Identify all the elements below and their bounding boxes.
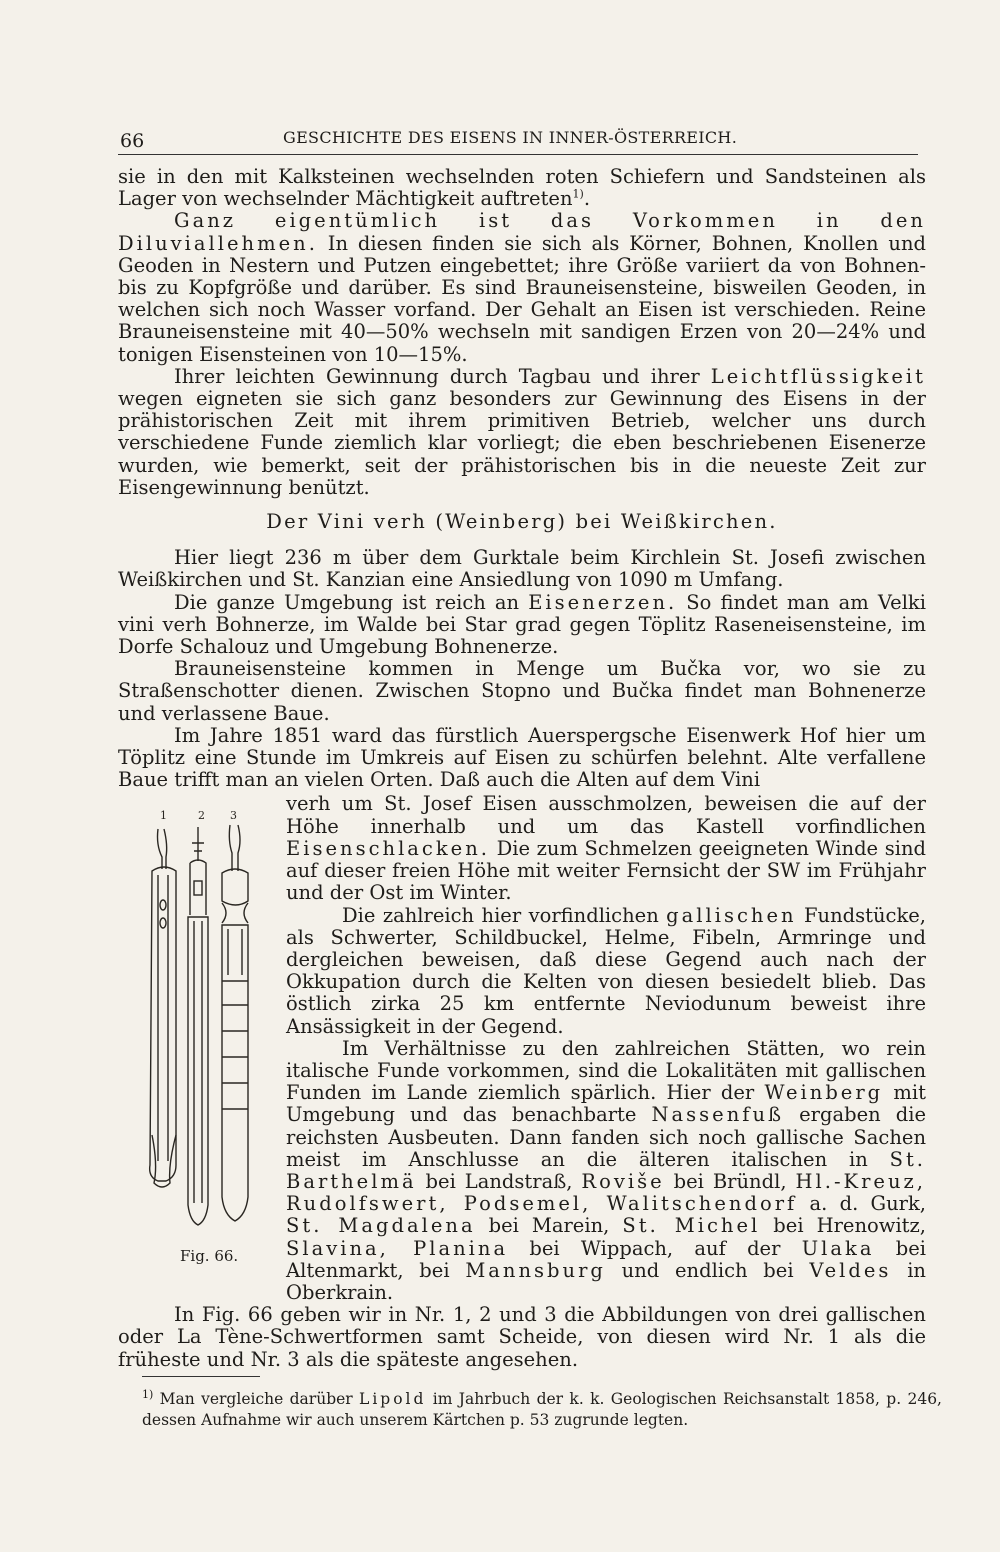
sword-illustration bbox=[118, 805, 278, 1245]
body-text bbox=[118, 166, 926, 1371]
sword-label-2: 2 bbox=[198, 809, 205, 823]
paragraph: Die ganze Umgebung ist reich an Eisenerzen. So findet man am Velki vini verh Bohnerze, im Walde bei Star grad gegen Töplitz Raseneisensteine, im Dorfe Schalouz und Umgebung Bohnenerze. bbox=[118, 590, 926, 659]
sword-label-1: 1 bbox=[160, 809, 167, 823]
paragraph: Im Jahre 1851 ward das fürstlich Auerspergsche Eisenwerk Hof hier um Töplitz eine Stunde im Umkreis auf Eisen zu schürfen belehnt. Alte verfallene Baue trifft man an vielen Orten. Daß auch die Alten auf dem Vini bbox=[118, 723, 926, 792]
paragraph: In Fig. 66 geben wir in Nr. 1, 2 und 3 die Abbildungen von drei gallischen oder La Tène-Schwertformen samt Scheide, von diesen wird Nr. 1 als die früheste und Nr. 3 als die späteste angesehen. bbox=[118, 1303, 926, 1371]
sword-label-3: 3 bbox=[230, 809, 237, 823]
paragraph: Ihrer leichten Gewinnung durch Tagbau und ihrer Leichtflüssigkeit wegen eigneten sie sich ganz besonders zur Gewinnung des Eisens in der prähistorischen Zeit mit ihrem primitiven Betrieb, welcher uns durch verschiedene Funde ziemlich klar vorliegt; die eben beschriebenen Eisenerze wurden, wie bemerkt, seit der prähistorischen bis in die neueste Zeit zur Eisengewinnung benützt. bbox=[118, 364, 926, 499]
footnote-ref: 1) bbox=[572, 187, 584, 201]
paragraph: sie in den mit Kalksteinen wechselnden roten Schiefern und Sandsteinen als Lager von wechselnder Mächtigkeit auftreten$^{1)}$. bbox=[118, 165, 926, 211]
figure-caption: Fig. 66. bbox=[180, 1247, 239, 1266]
footnote-rule bbox=[142, 1376, 260, 1377]
footnote-mark: 1) bbox=[142, 1388, 154, 1401]
section-heading: Der Vini verh (Weinberg) bei Weißkirchen. bbox=[266, 510, 778, 534]
page-number: 66 bbox=[120, 130, 145, 152]
running-header bbox=[118, 118, 918, 155]
figure-block bbox=[118, 793, 926, 1304]
paragraph: Ganz eigentümlich ist das Vorkommen in den Diluviallehmen. In diesen finden sie sich als Körner, Bohnen, Knollen und Geoden in Nestern und Putzen eingebettet; ihre Größe variiert da von Bohnen- bis zu Kopfgröße und darüber. Es sind Brauneisensteine, bisweilen Geoden, in welchen sich noch Wasser vorfand. Der Gehalt an Eisen ist verschieden. Reine Brauneisensteine mit 40—50% wechseln mit sandigen Erzen von 20—24% und tonigen Eisensteinen von 10—15%. bbox=[118, 209, 926, 366]
footnote: $^{1)}$ Man vergleiche darüber Lipold im Jahrbuch der k. k. Geologischen Reichsanstalt 1858, p. 246, dessen Aufnahme wir auch unserem Kärtchen p. 53 zugrunde legten. bbox=[142, 1388, 942, 1430]
running-title: GESCHICHTE DES EISENS IN INNER-ÖSTERREICH. bbox=[283, 128, 738, 147]
paragraph: Im Verhältnisse zu den zahlreichen Stätten, wo rein italische Funde vorkommen, sind die Lokalitäten mit gallischen Funden im Lande ziemlich spärlich. Hier der Weinberg mit Umgebung und das benachbarte Nassenfuß ergaben die reichsten Ausbeuten. Dann fanden sich noch gallische Sachen meist im Anschlusse an die älteren italischen in St. Barthelmä bei Landstraß, Roviše bei Bründl, Hl.-Kreuz, Rudolfswert, Podsemel, Walitschendorf a. d. Gurk, St. Magdalena bei Marein, St. Michel bei Hrenowitz, Slavina, Planina bei Wippach, auf der Ulaka bei Altenmarkt, bei Mannsburg und endlich bei Veldes in Oberkrain. bbox=[286, 1036, 926, 1304]
paragraph: verh um St. Josef Eisen ausschmolzen, beweisen die auf der Höhe innerhalb und um das Kastell vorfindlichen Eisenschlacken. Die zum Schmelzen geeigneten Winde sind auf dieser freien Höhe mit weiter Fernsicht der SW im Frühjahr und der Ost im Winter. bbox=[286, 793, 926, 905]
wrapped-text bbox=[286, 793, 926, 1304]
figure-66 bbox=[118, 805, 278, 1266]
paragraph: Die zahlreich hier vorfindlichen gallischen Fundstücke, als Schwerter, Schildbuckel, Helme, Fibeln, Armringe und dergleichen beweisen, daß diese Gegend auch nach der Okkupation durch die Kelten von diesen besiedelt blieb. Das östlich zirka 25 km entfernte Neviodunum beweist ihre Ansässigkeit in der Gegend. bbox=[286, 903, 926, 1038]
paragraph: Brauneisensteine kommen in Menge um Bučka vor, wo sie zu Straßenschotter dienen. Zwischen Stopno und Bučka findet man Bohnenerze und verlassene Baue. bbox=[118, 657, 926, 725]
paragraph: Hier liegt 236 m über dem Gurktale beim Kirchlein St. Josefi zwischen Weißkirchen und St. Kanzian eine Ansiedlung von 1090 m Umfang. bbox=[118, 546, 926, 592]
